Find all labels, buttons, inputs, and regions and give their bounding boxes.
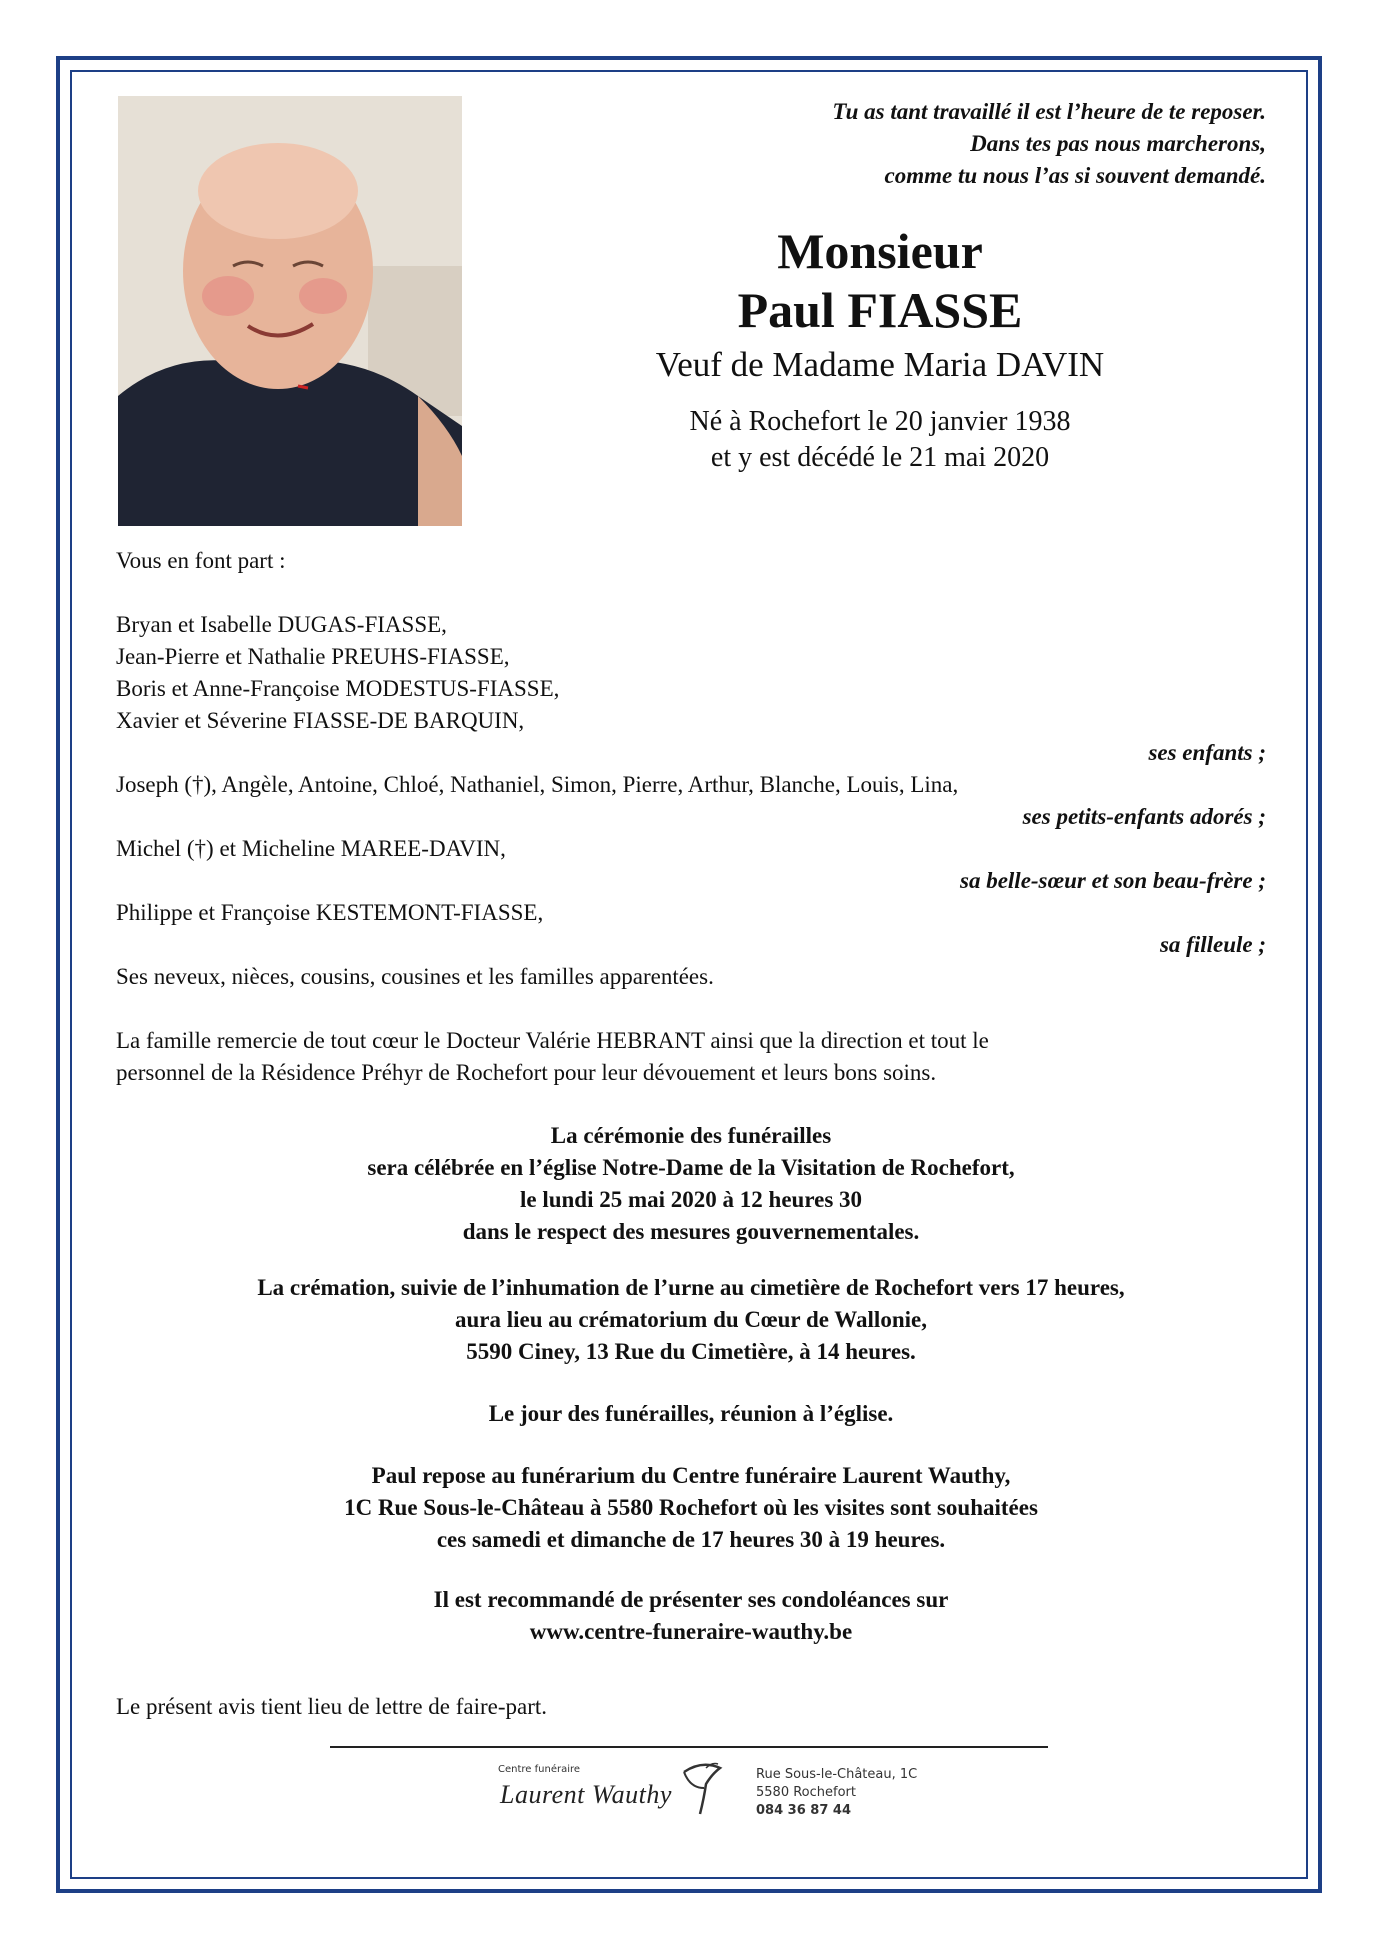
ceremony-line: le lundi 25 mai 2020 à 12 heures 30 — [519, 1187, 863, 1212]
thanks-line: personnel de la Résidence Préhyr de Rochefort pour leur dévouement et leurs bons soins. — [116, 1060, 937, 1085]
address-city: 5580 Rochefort — [756, 1785, 856, 1800]
logo-script-text: Laurent Wauthy — [500, 1780, 672, 1809]
cremation-line: 5590 Ciney, 13 Rue du Cimetière, à 14 heures. — [466, 1339, 916, 1364]
child-line: Jean-Pierre et Nathalie PREUHS-FIASSE, — [116, 644, 510, 669]
relatives-line: Ses neveux, nièces, cousins, cousines et les familles apparentées. — [116, 964, 714, 989]
honorific: Monsieur — [777, 223, 983, 279]
child-line: Bryan et Isabelle DUGAS-FIASSE, — [116, 612, 447, 637]
cremation-line: La crémation, suivie de l’inhumation de l’urne au cimetière de Rochefort vers 17 heures, — [257, 1275, 1125, 1300]
meeting-block — [116, 1398, 1266, 1430]
deceased-name: Paul FIASSE — [737, 282, 1023, 338]
funeral-home-logo — [498, 1758, 728, 1820]
logo-small-text: Centre funéraire — [498, 1764, 581, 1775]
widow-line: Veuf de Madame Maria DAVIN — [655, 345, 1105, 384]
goddaughter-label: sa filleule ; — [1159, 932, 1266, 957]
deceased-header — [560, 222, 1200, 476]
cremation-line: aura lieu au crématorium du Cœur de Wallonie, — [455, 1307, 927, 1332]
in-laws-line: Michel (†) et Micheline MAREE-DAVIN, — [116, 836, 506, 861]
goddaughter-line: Philippe et Françoise KESTEMONT-FIASSE, — [116, 900, 544, 925]
poem-line: comme tu nous l’as si souvent demandé. — [884, 163, 1266, 188]
condolences-block — [116, 1584, 1266, 1648]
footer-divider — [330, 1746, 1048, 1748]
rest-line: ces samedi et dimanche de 17 heures 30 à 19 heures. — [436, 1527, 946, 1552]
meeting-line: Le jour des funérailles, réunion à l’église. — [488, 1401, 894, 1426]
epitaph-poem — [646, 96, 1266, 192]
poem-line: Tu as tant travaillé il est l’heure de te reposer. — [832, 99, 1266, 124]
address-phone[interactable]: 084 36 87 44 — [756, 1803, 851, 1818]
poem-line: Dans tes pas nous marcherons, — [970, 131, 1266, 156]
intro-line: Vous en font part : — [116, 548, 286, 573]
cremation-block — [116, 1272, 1266, 1368]
closing-line: Le présent avis tient lieu de lettre de faire-part. — [116, 1694, 548, 1719]
grandchildren-label: ses petits-enfants adorés ; — [1022, 804, 1266, 829]
in-laws-label: sa belle-sœur et son beau-frère ; — [960, 868, 1266, 893]
rest-block — [116, 1460, 1266, 1556]
ceremony-block — [116, 1120, 1266, 1248]
ceremony-line: sera célébrée en l’église Notre-Dame de la Visitation de Rochefort, — [367, 1155, 1015, 1180]
children-label: ses enfants ; — [1148, 740, 1266, 765]
ceremony-line: La cérémonie des funérailles — [550, 1123, 832, 1148]
rest-line: Paul repose au funérarium du Centre funéraire Laurent Wauthy, — [371, 1463, 1011, 1488]
condolences-url[interactable]: www.centre-funeraire-wauthy.be — [529, 1619, 853, 1644]
address-street: Rue Sous-le-Château, 1C — [756, 1767, 918, 1782]
child-line: Xavier et Séverine FIASSE-DE BARQUIN, — [116, 708, 525, 733]
condolences-line: Il est recommandé de présenter ses condoléances sur — [433, 1587, 949, 1612]
thanks-line: La famille remercie de tout cœur le Docteur Valérie HEBRANT ainsi que la direction et tout le — [116, 1028, 989, 1053]
family-announcement — [116, 545, 1266, 1089]
death-line: et y est décédé le 21 mai 2020 — [710, 442, 1050, 473]
portrait-photo — [118, 96, 462, 526]
grandchildren-line: Joseph (†), Angèle, Antoine, Chloé, Nathaniel, Simon, Pierre, Arthur, Blanche, Louis, Lina, — [116, 772, 959, 797]
funeral-home-address — [756, 1766, 917, 1820]
child-line: Boris et Anne-Françoise MODESTUS-FIASSE, — [116, 676, 560, 701]
calla-lily-icon — [676, 1758, 728, 1818]
rest-line: 1C Rue Sous-le-Château à 5580 Rochefort où les visites sont souhaitées — [344, 1495, 1038, 1520]
birth-line: Né à Rochefort le 20 janvier 1938 — [689, 406, 1071, 437]
ceremony-line: dans le respect des mesures gouvernementales. — [462, 1219, 920, 1244]
